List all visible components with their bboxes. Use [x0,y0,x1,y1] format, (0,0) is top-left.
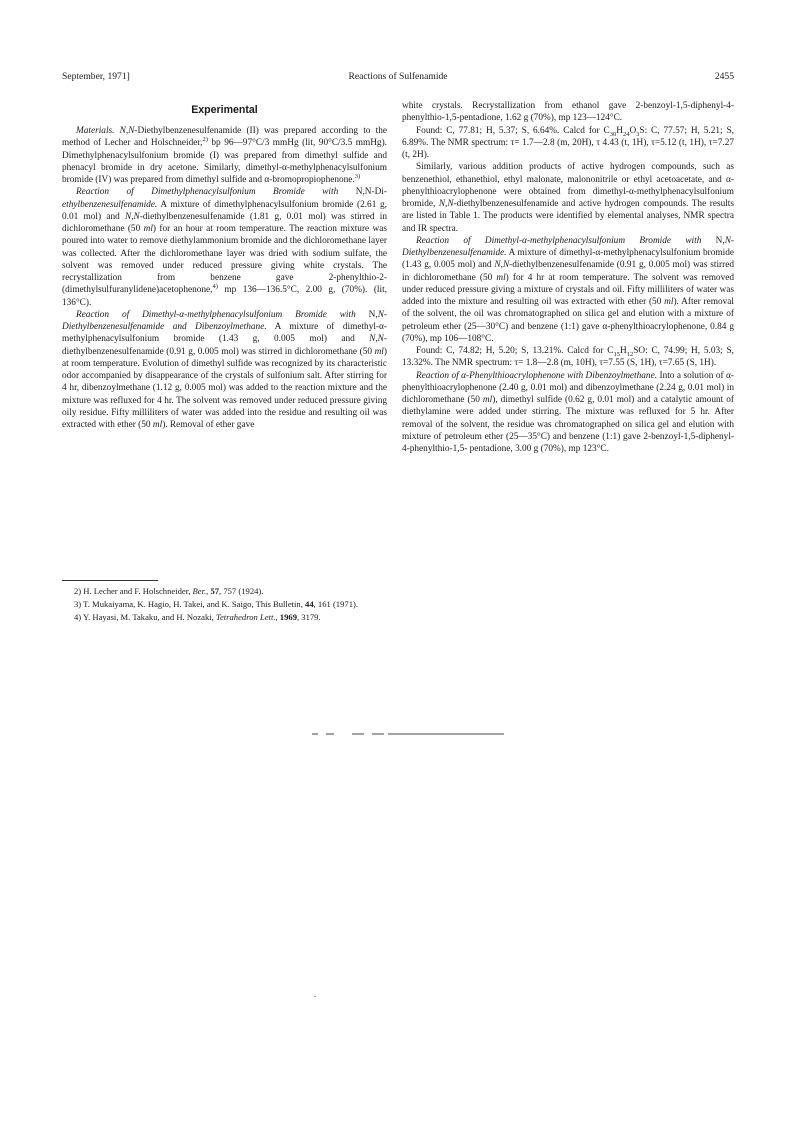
run-heading: Reaction of Dimethyl-α-methylphenacylsulfonium Bromide with [76,309,369,320]
footnote [62,599,387,610]
reaction-paragraph-1 [62,186,387,309]
reaction-paragraph-2 [62,309,387,432]
run-text: A mixture of dimethyl-α-methylphenacylsulfonium bromide (1.43 g, 0.005 mol) and [62,322,387,345]
run-text: H [616,125,623,136]
run-text: ) for an hour at room temperature. The reaction mixture was poured into water to remove diethylammonium bromide and the dichloromethane layer was collected. After the dichloromethane layer was dried with sodium sulfate, the solvent was removed under reduced pressure giving white crystals. The recrystallization from benzene gave 2-phenylthio-2-(dimethylsulfuranylidene)acetophenone, [62,224,387,296]
continued-paragraph: white crystals. Recrystallization from ethanol gave 2-benzoyl-1,5-diphenyl-4-phenylthio-1,5-pentadione, 1.62 g (70%), mp 123—124°C. [402,101,734,124]
right-column [402,100,734,455]
header-date: September, 1971] [62,71,130,82]
run-text: -diethylbenzenesulfenamide (1.81 g, 0.01 mol) was stirred in dichloromethane (50 [62,211,387,234]
ref-mark: 3) [354,172,361,180]
analysis-paragraph-1 [402,125,734,162]
run-heading: Reaction of Dimethyl-α-methylphenacylsulfonium Bromide with [416,235,716,246]
analysis-paragraph-2 [402,345,734,370]
ref-mark: 2) [202,136,208,144]
subscript: 24 [622,130,630,138]
run-text: A mixture of dimethylphenacylsulfonium bromide (2.61 g, 0.01 mol) and [62,199,387,222]
footnote [62,586,387,597]
run-text: ). After removal of the solvent, the oil was chromatographed on silica gel and elution with a mixture of petroleum ether (25—30°C) and benzene (1:1) gave α-phenylthioacrylophenone, 0.84 g (70%), mp 106—108°C. [402,297,735,344]
volume: 1969 [279,612,297,623]
footnote-text: 2) H. Lecher and F. Holschneider, [74,586,193,596]
section-title: Experimental [191,104,258,116]
run-italic: ml [496,272,506,283]
subscript: 12 [626,350,634,358]
run-heading: Reaction of Dimethylphenacylsulfonium Bromide with [76,187,356,198]
run-italic: ml [143,224,153,234]
journal-name: Tetrahedron Lett. [215,612,276,623]
run-text: N, [715,235,725,246]
subscript: 3 [636,130,640,138]
page-number: 2455 [714,71,734,82]
similarly-paragraph [402,161,734,235]
header-title: Reactions of Sulfenamide [348,71,448,82]
run-text: S: C, 77.57; H, 5.21; S, 6.89%. The NMR spectrum: τ= 1.7—2.8 (m, 20H), τ 4.43 (t, 1H), τ=5.12 (t, 1H), τ=7.27 (t, 2H). [402,125,734,160]
run-italic: N,N [125,211,140,222]
footnote [62,612,387,623]
journal-name: Ber. [192,586,207,596]
run-text: ) for 4 hr at room temperature. The solvent was removed under reduced pressure giving a mixture of crystals and oil. Fifty milliliters of water was added into the mixture and resulting oil was extracted with ether (50 [402,272,735,307]
run-text: ) at room temperature. Evolution of dimethyl sulfide was recognized by its characteristic odor accompanied by disappearance of the crystals of sulfonium salt. After stirring for 4 hr, dibenzoylmethane (1.12 g, 0.005 mol) was added to the reaction mixture and the mixture was refluxed for 4 hr. The solvent was removed under reduced pressure giving oily residue. Fifty milliliters of water was added into the residue and resulting oil was extracted with ether (50 [62,346,387,430]
run-text: ). Removal of ether gave [162,420,255,430]
run-text: Found: C, 74.82; H, 5.20; S, 13.21%. Calcd for C [416,346,614,356]
run-heading: N-Diethylbenzenesulfenamide and Dibenzoylmethane. [62,309,387,332]
run-italic: ml [482,395,493,405]
run-text: -diethylbenzenesulfenamide and active hydrogen compounds. The results are listed in Table 1. The products were identified by elemental analyses, NMR spectra and IR spectra. [402,199,734,234]
footnote-text: 4) Y. Hayasi, M. Takaku, and H. Nozaki, [74,612,216,623]
footnote-text: , 757 (1924). [219,586,264,596]
run-heading: N-Diethylbenzenesulfenamide. [402,235,734,258]
materials-paragraph [62,125,387,186]
run-text: N, [368,309,378,320]
volume: 44 [305,599,314,610]
run-italic: N,N [369,334,384,345]
run-italic: ml [664,297,674,307]
run-text: H [620,346,627,356]
run-text: A mixture of dimethyl-α-methylphenacylsulfonium bromide (1.43 g, 0.005 mol) and [402,248,734,271]
footnote-text: , [275,612,280,623]
run-heading: Reaction of α-Phenylthioacrylophenone with Dibenzoylmethane. [416,370,658,381]
run-italic: N,N [494,260,510,271]
run-text: Into a solution of α-phenylthioacrylophenone (2.40 g, 0.01 mol) and dibenzoylmethane (2.24 g, 0.01 mol) in dichloromethane (50 [402,370,734,405]
run-text: ), dimethyl sulfide (0.62 g, 0.01 mol) and a catalytic amount of diethylamine were added under stirring. The mixture was refluxed for 5 hr. After removal of the solvent, the residue was chromatographed on silica gel and elution with mixture of petroleum ether (25—35°C) and benzene (1:1) gave 2-benzoyl-1,5-diphenyl-4-phenylthio-1,5- pentadione, 3.00 g (70%), mp 123°C. [402,395,734,454]
end-of-article-rule [312,733,504,735]
run-text: O [629,125,637,136]
run-heading: Materials. [76,126,115,136]
footnote-text: , [206,586,211,596]
ref-mark: 4) [212,283,218,291]
run-text: SO: C, 74.99; H, 5.03; S, 13.32%. The NMR spectrum: τ= 1.8—2.8 (m, 10H), τ=7.55 (S, 1H), τ=7.65 (S, 1H). [402,346,735,369]
run-text: mp 136—136.5°C, 2.00 g, (70%). (lit, 136°C). [62,285,387,308]
run-text: -diethylbenzenesulfenamide (0.91 g, 0.005 mol) was stirred in dichloromethane (50 [62,334,387,357]
run-text: bp 96—97°C/3 mmHg (lit, 90°C/3.5 mmHg). Dimethylphenacylsulfonium bromide (I) was prepared from dimethyl sulfide and phenacyl bromide in dry acetone. Similarly, dimethyl-α-methylphenacylsulfonium bromide (IV) was prepared from dimethyl sulfide and α-bromopropiophenone. [62,138,387,185]
subscript: 30 [609,130,617,138]
footnote-rule [62,580,158,581]
volume: 57 [210,586,220,596]
run-text: Similarly, various addition products of active hydrogen compounds, such as benzenethiol, ethanethiol, ethyl malonate, malononitrile or ethyl acetoacetate, and α-phenylthioacrylophenone were obtained from dimethyl-α-methylphenacylsulfonium bromide, [402,162,734,209]
scan-mark [314,996,316,997]
reaction-paragraph-3 [402,235,734,345]
run-italic: ml [374,346,384,357]
subscript: 15 [613,350,620,358]
footnotes [62,586,387,626]
run-italic: N,N [438,199,454,209]
footnote-text: 3) T. Mukaiyama, K. Hagio, H. Takei, and K. Saigo, This Bulletin, [74,599,306,610]
footnote-text: , 161 (1971). [313,599,359,610]
reaction-paragraph-4 [402,370,734,456]
running-header [62,70,734,84]
run-italic: N,N [119,126,135,136]
run-text: -diethylbenzenesulfenamide (0.91 g, 0.005 mol) was stirred in dichloromethane (50 [402,260,734,283]
run-heading: ethylbenzenesulfenamide. [62,199,158,210]
footnote-text: , 3179. [296,612,321,623]
run-text: Found: C, 77.81; H, 5.37; S, 6.64%. Calcd for C [416,125,610,136]
run-text: N,N-Di- [355,187,387,198]
run-text: -Diethylbenzenesulfenamide (II) was prepared according to the method of Lecher and Holschneider, [62,126,387,149]
left-column [62,104,387,431]
run-italic: ml [152,420,163,430]
